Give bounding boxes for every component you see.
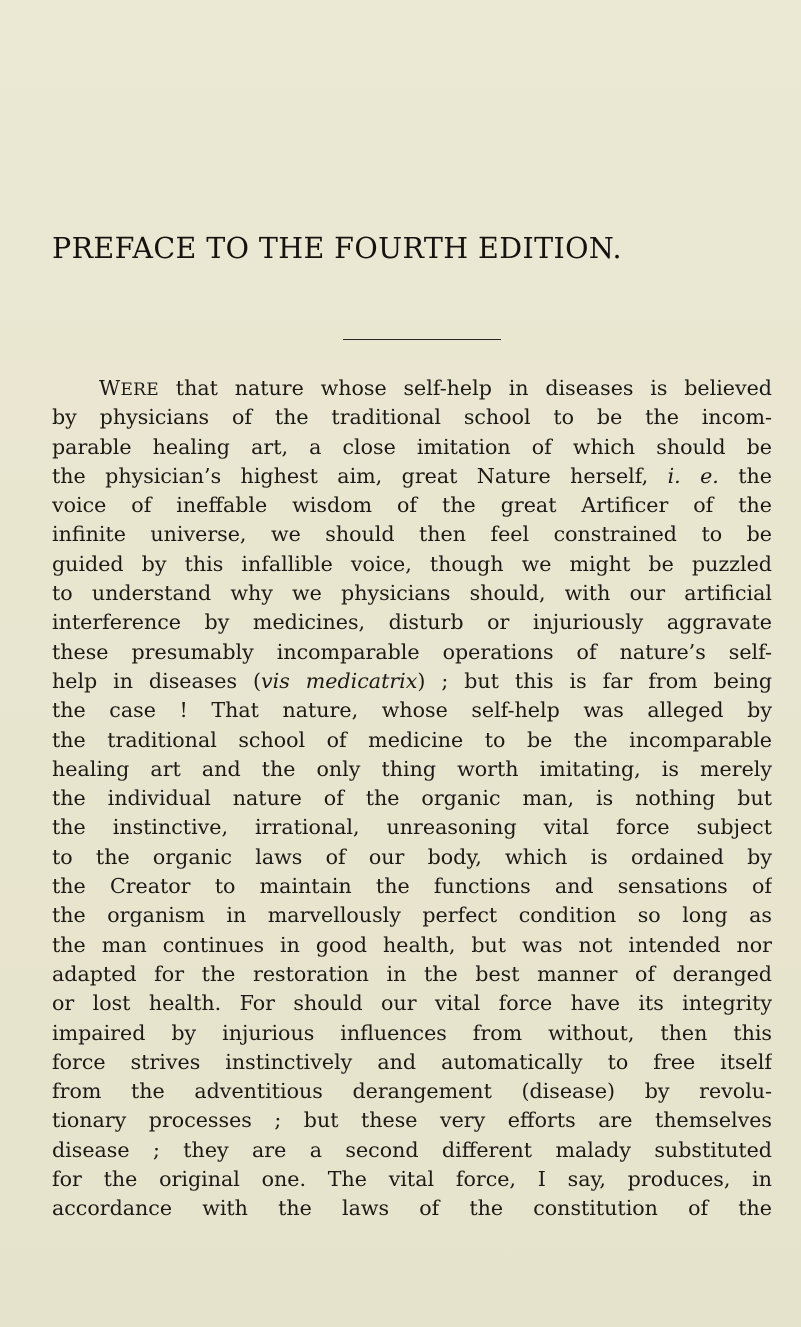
text-line: disease ; they are a second different malady substituted <box>52 1137 772 1162</box>
text-line: or lost health. For should our vital force have its integrity <box>52 991 772 1016</box>
page-title: PREFACE TO THE FOURTH EDITION. <box>52 232 622 265</box>
title-divider <box>343 339 501 340</box>
text-line: voice of ineffable wisdom of the great Artificer of the <box>52 493 772 518</box>
opening-word: WERE <box>99 376 159 400</box>
text-line: the man continues in good health, but was not intended nor <box>52 932 772 957</box>
text-line: for the original one. The vital force, I say, produces, in <box>52 1167 772 1192</box>
text-line: by physicians of the traditional school to be the incom- <box>52 405 772 430</box>
text-line: interference by medicines, disturb or injuriously aggravate <box>52 610 772 635</box>
preface-paragraph <box>52 374 772 1224</box>
text-line: to the organic laws of our body, which is ordained by <box>52 844 772 869</box>
text-line: to understand why we physicians should, with our artificial <box>52 581 772 606</box>
text-line: force strives instinctively and automatically to free itself <box>52 1049 772 1074</box>
text-line: from the adventitious derangement (disease) by revolu- <box>52 1079 772 1104</box>
text-line: help in diseases (vis medicatrix) ; but this is far from being <box>52 668 772 693</box>
text-line: WERE that nature whose self-help in diseases is believed <box>99 376 772 400</box>
text-line: the physician’s highest aim, great Nature herself, i. e. the <box>52 463 772 488</box>
text-line: healing art and the only thing worth imitating, is merely <box>52 756 772 781</box>
text-line: the case ! That nature, whose self-help was alleged by <box>52 698 772 723</box>
latin-term: vis medicatrix <box>261 668 418 693</box>
text-line: the instinctive, irrational, unreasoning vital force subject <box>52 815 772 840</box>
text-line: adapted for the restoration in the best manner of deranged <box>52 961 772 986</box>
text-line: these presumably incomparable operations of nature’s self- <box>52 639 772 664</box>
text-line: the individual nature of the organic man, is nothing but <box>52 786 772 811</box>
text-line: tionary processes ; but these very efforts are themselves <box>52 1108 772 1133</box>
text-line: infinite universe, we should then feel constrained to be <box>52 522 772 547</box>
text-line: guided by this infallible voice, though we might be puzzled <box>52 551 772 576</box>
text-line: the traditional school of medicine to be the incomparable <box>52 727 772 752</box>
text-line: the organism in marvellously perfect condition so long as <box>52 903 772 928</box>
text-line: parable healing art, a close imitation of which should be <box>52 434 772 459</box>
text-line: impaired by injurious influences from without, then this <box>52 1020 772 1045</box>
text-line: accordance with the laws of the constitution of the <box>52 1196 772 1221</box>
text-line: the Creator to maintain the functions and sensations of <box>52 874 772 899</box>
abbreviation-ie: i. e. <box>667 463 719 488</box>
